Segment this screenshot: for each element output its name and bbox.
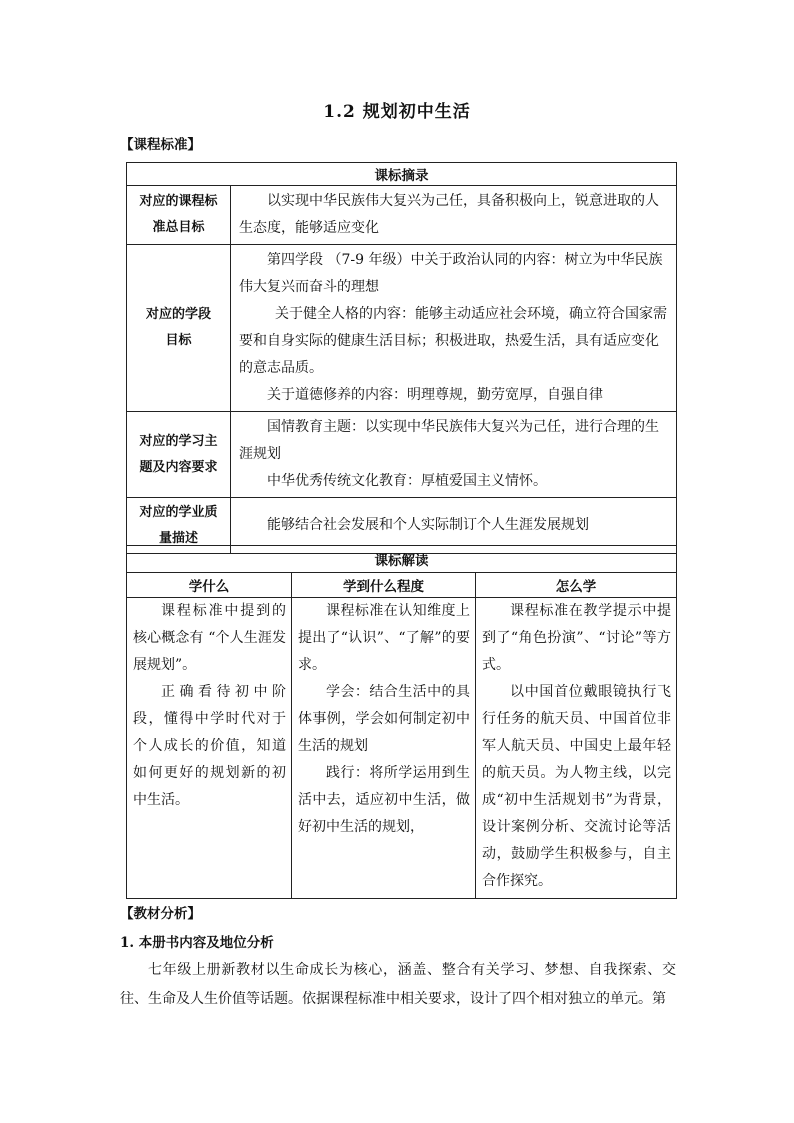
section-heading-analysis: 【教材分析】	[120, 906, 201, 922]
row-content: 第四学段 （7-9 年级）中关于政治认同的内容：树立为中华民族伟大复兴而奋斗的理想 关于健全人格的内容：能够主动适应社会环境，确立符合国家需要和自身实际的健康生活目标；积极进取，热爱生活，具有适应变化的意志品质。 关于道德修养的内容：明理尊规，勤劳宽厚，自强自律	[231, 245, 677, 412]
row-content: 国情教育主题：以实现中华民族伟大复兴为己任，进行合理的生涯规划 中华优秀传统文化教育：厚植爱国主义情怀。	[231, 412, 677, 498]
row-label: 对应的学业质 量描述	[127, 498, 231, 554]
subheading: 1. 本册书内容及地位分析	[120, 935, 274, 951]
row-label: 对应的课程标 准总目标	[127, 186, 231, 245]
table-row	[127, 598, 677, 899]
column-how-content: 课程标准在教学提示中提到了“角色扮演”、“讨论”等方式。 以中国首位戴眼镜执行飞行任务的航天员、中国首位非军人航天员、中国史上最年轻的航天员。为人物主线，以完成“初中生活规划书”为背景，设计案例分析、交流讨论等活动，鼓励学生积极参与，自主合作探究。	[476, 598, 677, 899]
table-row	[127, 412, 677, 498]
section-heading-standards: 【课程标准】	[120, 137, 201, 153]
table-header-excerpt: 课标摘录	[127, 163, 677, 186]
column-header-how: 怎么学	[476, 573, 677, 598]
page-title: 1.2 规划初中生活	[323, 102, 471, 122]
row-content: 以实现中华民族伟大复兴为己任，具备积极向上，锐意进取的人生态度，能够适应变化	[231, 186, 677, 245]
column-what-content: 课程标准中提到的核心概念有 “个人生涯发展规划”。 正确看待初中阶段，懂得中学时代对于个人成长的价值，知道如何更好的规划新的初中生活。	[127, 598, 292, 899]
row-label: 对应的学段 目标	[127, 245, 231, 412]
body-paragraph: 七年级上册新教材以生命成长为核心，涵盖、整合有关学习、梦想、自我探索、交往、生命及人生价值等话题。依据课程标准中相关要求，设计了四个相对独立的单元。第	[120, 962, 676, 1007]
standards-interpretation-table	[126, 545, 677, 899]
table-row	[127, 245, 677, 412]
standards-excerpt-table	[126, 162, 677, 554]
column-header-what: 学什么	[127, 573, 292, 598]
row-content: 能够结合社会发展和个人实际制订个人生涯发展规划	[231, 498, 677, 554]
table-row	[127, 186, 677, 245]
row-label: 对应的学习主 题及内容要求	[127, 412, 231, 498]
table-header-interpretation: 课标解读	[127, 546, 677, 573]
column-degree-content: 课程标准在认知维度上提出了“认识”、“了解”的要求。 学会：结合生活中的具体事例，学会如何制定初中生活的规划 践行：将所学运用到生活中去，适应初中生活，做好初中生活的规划，	[292, 598, 476, 899]
column-header-degree: 学到什么程度	[292, 573, 476, 598]
